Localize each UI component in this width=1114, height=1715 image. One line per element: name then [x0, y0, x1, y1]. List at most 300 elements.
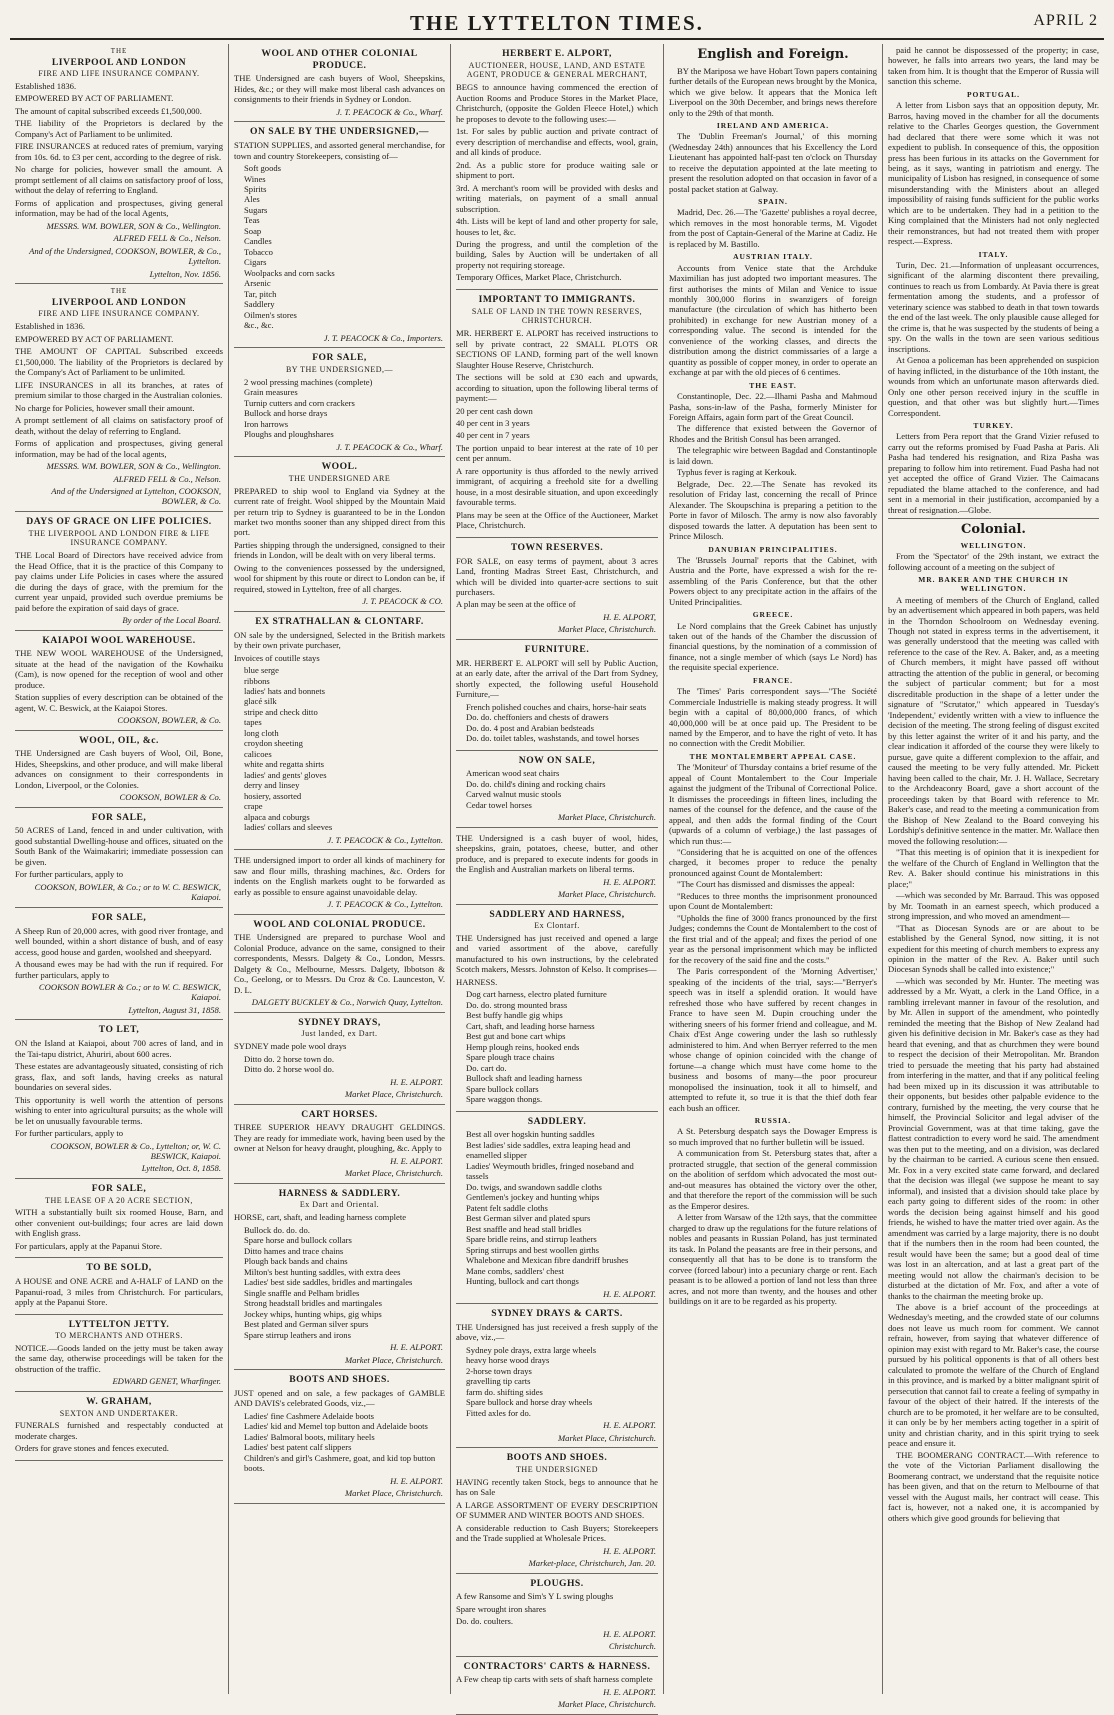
ad-list-item: Spare bullock and horse dray wheels — [466, 1397, 593, 1408]
ad-subheading: THE UNDERSIGNED — [516, 1464, 598, 1474]
ad-paragraph: No charge for Policies, however small their amount. — [15, 402, 195, 413]
advertisement — [456, 538, 658, 640]
article-paragraph: At Genoa a policeman has been apprehended on suspicion of having inflicted, in the disturbance of the 10th instant, the wounds from which an unfortunate mason afterwards died. Only one other person received injury in the scuffle in question, and that other was but slightly hurt.—Times Correspondent. — [888, 355, 1099, 418]
ad-heading: WOOL AND OTHER COLONIAL PRODUCE. — [261, 48, 418, 71]
ad-paragraph: For further particulars, apply to — [15, 869, 124, 880]
ad-list-item: Cedar towel horses — [466, 799, 532, 810]
ad-item-list — [466, 1129, 658, 1286]
article-continuation: paid he cannot be dispossessed of the property; in case, however, he falls into arrears two years, the land may be taken from him. It is thought that the Emperor of Russia will sanction this scheme. — [888, 45, 1099, 87]
ad-paragraph: THE NEW WOOL WAREHOUSE of the Undersigned, situate at the head of the navigation of the Kowhaiku (Cam), is now opened for the reception of wool and other produce. — [15, 648, 223, 690]
ad-list-item: Ploughs and ploughshares — [244, 429, 334, 440]
ad-paragraph: A plan may be seen at the office of — [456, 599, 576, 610]
article-paragraph: The 'Moniteur' of Thursday contains a brief resume of the appeal of Count Montalembert to the Cour Imperiale against the judgment of the Tribunal of Correctional Police. It dismisses the proceedings in fifteen lines, including the names of the counsel for the defence, and the cause of the appeal, and then adds the formal finding of the Court (upwards of a column of verbiage,) the last passages of which run thus:— — [669, 762, 877, 846]
ad-heading: PLOUGHS. — [530, 1577, 584, 1589]
article-heading: SPAIN. — [758, 197, 788, 207]
article-heading: THE EAST. — [749, 380, 797, 390]
ad-signature: H. E. ALPORT. — [603, 1686, 656, 1697]
ad-list-item: Best snaffle and head stall bridles — [466, 1223, 582, 1234]
ad-list-item: Ladies' Weymouth bridles, fringed noseband and tassels — [466, 1160, 634, 1182]
ad-signature: Market Place, Christchurch. — [557, 1699, 656, 1710]
section-divider — [888, 518, 1099, 519]
advertisement — [456, 1448, 658, 1573]
ad-list-item: Saddlery — [244, 299, 275, 310]
ad-list-item: Spare bridle reins, and stirrup leathers — [466, 1234, 597, 1245]
ad-list-item: Hemp plough reins, hooked ends — [466, 1041, 580, 1052]
column-4 — [664, 44, 883, 1694]
ad-subheading: THE UNDERSIGNED ARE — [288, 473, 391, 483]
article-paragraph: "Upholds the fine of 3000 francs pronounced by the first Judges; condemns the Count de Montalembert to the cost of the first trial and of the appeal; and fixes the period of one year as the personal imprisonment which may be inflicted for the recovery of the said fine and the costs." — [669, 912, 877, 965]
ad-heading: BOOTS AND SHOES. — [289, 1374, 390, 1386]
ad-list-item: Ladies' best patent calf slippers — [244, 1442, 352, 1453]
ad-paragraph: A HOUSE and ONE ACRE and A-HALF of LAND on the Papanui-road, 3 miles from Christchurch. For particulars, apply at the Papanui Store. — [15, 1276, 223, 1308]
advertisement — [456, 44, 658, 290]
article-paragraph: The telegraphic wire between Bagdad and Constantinople is laid down. — [669, 445, 877, 466]
ad-signature: MESSRS. WM. BOWLER, SON & Co., Wellington. — [46, 461, 221, 472]
ad-list-item: Gentlemen's jockey and hunting whips — [466, 1192, 600, 1203]
ad-list-item: Spare waggon thongs. — [466, 1094, 543, 1105]
ad-list-item: alpaca and coburgs — [244, 811, 310, 822]
advertisement — [456, 1657, 658, 1715]
ad-list-item: ribbons — [244, 675, 270, 686]
ad-heading: NOW ON SALE, — [518, 754, 596, 766]
article-paragraph: Madrid, Dec. 26.—The 'Gazette' publishes a royal decree, which removes in the most honorable terms, M. Vigodet from the post of Captain-General of the Marine at Cadiz. He is replaced by M. Bastillo. — [669, 207, 877, 249]
article-paragraph: "Reduces to three months the imprisonment pronounced upon Count de Montalembert: — [669, 890, 877, 912]
ad-paragraph: Spare wrought iron shares — [456, 1603, 546, 1614]
ad-list-item: Best plated and German silver spurs — [244, 1319, 369, 1330]
ad-list-item: Do. do. strong mounted brass — [466, 999, 568, 1010]
ad-signature: COOKSON, BOWLER & Co. — [119, 792, 221, 803]
ad-list-item: ladies' hats and bonnets — [244, 686, 326, 696]
ad-list-item: Mane combs, saddlers' chest — [466, 1265, 564, 1276]
ad-heading: FOR SALE, — [91, 811, 147, 823]
ad-list-item: 2-horse town drays — [466, 1365, 532, 1376]
ad-list-item: Oilmen's stores — [244, 309, 297, 320]
ad-paragraph: HAVING recently taken Stock, begs to announce that he has on Sale — [456, 1476, 658, 1498]
article-heading: IRELAND AND AMERICA. — [716, 121, 830, 131]
article-paragraph: Constantinople, Dec. 22.—Ilhami Pasha and Mahmoud Pasha, sons-in-law of the Pasha, formerly Minister for Foreign Affairs, again form part of the Great Council. — [669, 391, 877, 422]
ad-paragraph: Established 1836. — [15, 80, 77, 91]
ad-paragraph: 40 per cent in 7 years — [456, 430, 530, 441]
ad-paragraph: 40 per cent in 3 years — [456, 418, 530, 428]
ad-list-item: Ladies' fine Cashmere Adelaide boots — [244, 1410, 374, 1421]
article-paragraph: The difference that existed between the Governor of Rhodes and the British Consul has been arranged. — [669, 423, 877, 444]
ad-list-item: American wood seat chairs — [466, 768, 560, 779]
article-paragraph: —which was seconded by Mr. Barraud. This was opposed by Mr. Toomath in an earnest speech, which produced a strong impression, and who moved an amendment— — [888, 890, 1099, 922]
ad-signature: COOKSON, BOWLER, & Co.; or to W. C. BESWICK, Kaiapoi. — [34, 881, 221, 903]
ad-item-list — [466, 768, 658, 810]
article-paragraph: Accounts from Venice state that the Archduke Maximilian has just adopted two important measures. The first authorises the mints of Milan and Venice to issue monthly 300,000 florins in swanzigers of foreign manufacture (the circulation of which has hitherto been prohibited) in exchange for new Austrian money of a corresponding value. The second is intended for the convenience of the working classes, and directs the distribution among the district commissaries of a large a quantity as possible of copper money, in order to operate an exchange at par with the old pieces of 6 centimes. — [669, 262, 877, 378]
ad-subheading: THE LIVERPOOL AND LONDON FIRE & LIFE INSURANCE COMPANY. — [28, 528, 210, 548]
ad-list-item: Best ladies' side saddles, extra leaping head and enamelled slipper — [466, 1139, 631, 1161]
ad-signature: ALFRED FELL & Co., Nelson. — [113, 473, 221, 484]
ad-paragraph: FIRE INSURANCES at reduced rates of premium, varying from 10s. 6d. to £3 per cent, according to the degree of risk. — [15, 141, 223, 162]
article-heading: WELLINGTON. — [960, 541, 1027, 551]
article-paragraph: The 'Dublin Freeman's Journal,' of this morning (Wednesday 24th) announces that his Excellency the Lord Lieutenant has appointed half-past ten o'clock on Thursday to receive the deputation appointed at the late meeting to present the resolution adopted on that occasion in favor of a postal packet station at Galway. — [669, 131, 877, 194]
ad-list-item: Ditto hames and trace chains — [244, 1245, 344, 1256]
page-date: APRIL 2 — [1033, 12, 1098, 29]
ad-paragraph: 4th. Lists will be kept of land and other property for sale, houses to let, &c. — [456, 216, 658, 237]
ad-heading: TO LET, — [98, 1024, 140, 1036]
ad-list-item: &c., &c. — [244, 320, 274, 331]
ad-paragraph: THE Undersigned is a cash buyer of wool, hides, sheepskins, grain, potatoes, cheese, butter, and other produce, and is prepared to execute indents for goods in the English and Australian markets on liberal terms. — [456, 832, 658, 875]
ad-list-item: Best gut and bone cart whips — [466, 1031, 566, 1042]
ad-paragraph: 2nd. As a public store for produce waiting sale or shipment to port. — [456, 159, 658, 181]
ad-list-item: Patent felt saddle cloths — [466, 1202, 548, 1213]
ad-list-item: white and regatta shirts — [244, 759, 324, 770]
article-paragraph: "That this meeting is of opinion that it is inexpedient for the welfare of the Church of England in Wellington that the Rev. A. Baker should continue his ministrations in this place;" — [888, 847, 1099, 889]
article-heading: THE MONTALEMBERT APPEAL CASE. — [689, 751, 857, 761]
ad-list-item: Wines — [244, 173, 266, 184]
ad-subheading: Just landed, ex Dart. — [301, 1029, 378, 1039]
ad-signature: ALFRED FELL & Co., Nelson. — [113, 233, 221, 244]
ad-paragraph: JUST opened and on sale, a few packages of GAMBLE AND DAVIS's celebrated Goods, viz.,— — [234, 1387, 445, 1409]
ad-paragraph: THE Local Board of Directors have received advice from the Head Office, that it is the practice of this Company to pay claims under Life Policies in cases where the assured die during the days of grace, with the premium for the current year unpaid, provided such overdue premiums be paid before the expiration of said days of grace. — [15, 550, 223, 613]
ad-list-item: long cloth — [244, 727, 279, 738]
advertisement — [234, 915, 445, 1013]
ad-paragraph: THE Undersigned are prepared to purchase Wool and Colonial Produce, advance on the same, consigned to their correspondents, Messrs. Dalgety & Co., London, Messrs. Dalgety & Co., Melbourne, Messrs. Dalgety, Ibbotson & Co., Geelong, or to Messrs. Du Croz & Co. Launceston, V. D. L. — [234, 932, 445, 995]
ad-signature: H. E. ALPORT. — [603, 1628, 656, 1639]
ad-list-item: Ditto do. 2 horse wool do. — [244, 1064, 334, 1075]
ad-paragraph: THREE SUPERIOR HEAVY DRAUGHT GELDINGS. They are ready for immediate work, having been used by the owner at Nelson for heavy draught, ploughing, &c. Apply to — [234, 1122, 445, 1154]
ad-paragraph: These estates are advantageously situated, consisting of rich grass, flax, and soft lands, having creeks as natural boundaries on several sides. — [15, 1061, 223, 1093]
article-heading: FRANCE. — [752, 675, 794, 685]
ad-paragraph: A thousand ewes may be had with the run if required. For further particulars, apply to — [15, 959, 223, 980]
ad-list-item: calicoes — [244, 748, 272, 759]
ad-paragraph: THE Undersigned has just received a fresh supply of the above, viz.,— — [456, 1321, 658, 1343]
ad-list-item: farm do. shifting sides — [466, 1386, 543, 1397]
ad-list-item: tapes — [244, 717, 262, 728]
ad-signature: H. E. ALPORT. — [390, 1475, 443, 1486]
ad-subheading: Ex Dart and Oriental. — [299, 1200, 380, 1210]
ad-subheading: BY THE UNDERSIGNED,— — [285, 364, 394, 374]
ad-list-item: Do. cart do. — [466, 1062, 507, 1073]
ad-heading: SYDNEY DRAYS & CARTS. — [491, 1308, 623, 1320]
ad-list-item: Spirits — [244, 183, 267, 194]
article-paragraph: Typhus fever is raging at Kerkouk. — [677, 467, 797, 478]
ad-signature: J. T. PEACOCK & CO. — [362, 596, 443, 607]
ad-list-item: Teas — [244, 215, 260, 226]
ad-top-line: THE — [110, 287, 128, 296]
advertisement — [15, 908, 223, 1021]
ad-list-item: Spare horse and bullock collars — [244, 1235, 352, 1246]
ad-list-item: Woolpacks and corn sacks — [244, 267, 335, 278]
article-paragraph: —which was seconded by Mr. Hunter. The meeting was addressed by a Mr. Wyatt, a clerk in the Land Office, in a rambling irrelevant manner in favour of the resolution, and by Mr. Allen in support of the amendment, who pointedly reminded the meeting that the Bishop of New Zealand had given his definitive decision in Mr. Baker's case as they had heard that evening, and that as churchmen they were bound to respect the decision of their Metropolitan. Mr. Brandon tried to persuade the meeting that his party had abstained from interfering in the matter, and that if any political feeling had been mixed up in its discussion it was attributable to their opponents, but besides other palpable evidence to the contrary, furnished by the meeting, the very course that he himself, the Provincial Solicitor and legal adviser of the Provincial Government, was at that time taking, gave the flattest contradiction to every word he said. The amendment was then put to the meeting, and on a division, was declared by the chairman to be carried. A curious scene then ensued. Mr. Fox in a very excited state came forward, and declared that the decision was illegal (we suppose he meant to say informal), and insisted that a division should take place by each party going to different sides of the room: in other words the decision being against himself and his good friends, he wished to have the matter tried over again. As the amendment was carried by a large majority, there is no doubt that if the numbers then in the room had been counted, the result would have been the same; but a good deal of time was lost in an altercation, and at last a great part of the meeting would not allow the chairman's decision to be disturbed at the dictation of Mr. Fox, and after a vote of thanks to the chairman the meeting broke up. — [888, 975, 1099, 1301]
advertisement — [15, 284, 223, 512]
ad-list-item: crape — [244, 801, 263, 812]
ad-list-item: Whalebone and Mexican fibre dandriff brushes — [466, 1255, 629, 1266]
ad-paragraph: THE liability of the Proprietors is declared by the Company's Act of Parliament to be unlimited. — [15, 118, 223, 139]
ad-heading: LIVERPOOL AND LONDON — [51, 296, 187, 308]
article-paragraph: Turin, Dec. 21.—Information of unpleasant occurrences, significant of the alarming discontent there prevailing, continues to reach us from Lombardy. At Pavia there is great fermentation among the students, and a professor of veterinary science was stabbed to death in that town towards the end of the last week. The only plausible cause alleged for the crime is, that he was suspected by the students of being a spy. On the walls in the town are seen various seditious inscriptions. — [888, 260, 1099, 354]
ad-subheading: TO MERCHANTS AND OTHERS. — [55, 1331, 183, 1341]
ad-list-item: Spare stirrup leathers and irons — [244, 1329, 351, 1340]
ad-paragraph: FUNERALS furnished and respectably conducted at moderate charges. — [15, 1420, 223, 1441]
ad-list-item: Ladies' best side saddles, bridles and martingales — [244, 1277, 413, 1288]
ad-item-list — [244, 1054, 445, 1075]
ad-list-item: gravelling tip carts — [466, 1376, 531, 1387]
ad-heading: SADDLERY. — [527, 1115, 587, 1127]
ad-list-item: glacé silk — [244, 696, 277, 707]
article-paragraph: A communication from St. Petersburg states that, after a protracted struggle, that section of the general commission on the abolition of serfdom which advocated the most out-and-out measures has obtained the victory over the other, and that therefore the report of the commission will be such as the Emperor desires. — [669, 1148, 877, 1211]
ad-list-item: Bullock shaft and leading harness — [466, 1073, 582, 1084]
column-3 — [451, 44, 664, 1710]
advertisement — [234, 44, 445, 122]
advertisement — [15, 1392, 223, 1461]
ad-signature: J. T. PEACOCK & Co., Lyttelton. — [327, 899, 443, 910]
ad-list-item: Ales — [244, 194, 260, 205]
ad-signature: J. T. PEACOCK & Co., Lyttelton. — [327, 834, 443, 845]
ad-list-item: Do. do. 4 post and Arabian bedsteads — [466, 722, 594, 733]
advertisement — [234, 850, 445, 914]
ad-paragraph: 20 per cent cash down — [456, 405, 533, 416]
ad-subheading: FIRE AND LIFE INSURANCE COMPANY. — [38, 69, 200, 79]
ad-signature: Christchurch. — [608, 1641, 656, 1652]
ad-heading: BOOTS AND SHOES. — [506, 1452, 608, 1464]
ad-list-item: Best buffy handle gig whips — [466, 1010, 563, 1021]
advertisement — [15, 512, 223, 631]
ad-list-item: French polished couches and chairs, horse-hair seats — [466, 701, 647, 712]
ad-paragraph: WITH a substantially built six roomed House, Barn, and other convenient out-buildings; four acres are laid down with English grass. — [15, 1207, 223, 1239]
ad-list-item: Sydney pole drays, extra large wheels — [466, 1344, 597, 1355]
advertisement — [456, 1304, 658, 1448]
ad-list-item: Spring stirrups and best woollen girths — [466, 1244, 599, 1255]
ad-heading: CONTRACTORS' CARTS & HARNESS. — [463, 1660, 651, 1672]
ad-signature: And of the Undersigned, COOKSON, BOWLER, & Co., Lyttelton. — [29, 245, 221, 267]
article-paragraph: A letter from Lisbon says that an opposition deputy, Mr. Barros, having moved in the chamber for all the documents relative to the Charles Georges question, the Government had declared that there were some which it was not expedient to publish. In consequence of this, the opposition press has been furious in its attacks on the Government for being, as it says, wanting in patriotism and energy. The municipality of Lisbon has resigned, in consequence of some misunderstanding with the Ministers about an alleged impossibility of raising funds sufficient for the public works which are to be undertaken. They had in a petition to the King complained that the Ministers had not only neglected their remonstrances, but had not treated them with proper respect.—Express. — [888, 100, 1099, 247]
ad-signature: MESSRS. WM. BOWLER, SON & Co., Wellington. — [46, 220, 221, 231]
ad-list-item: Ditto do. 2 horse town do. — [244, 1053, 334, 1064]
ad-paragraph: ON the Island at Kaiapoi, about 700 acres of land, and in the Tai-tapu district, Ahuriri, about 600 acres. — [15, 1038, 223, 1059]
ad-heading: ON SALE BY THE UNDERSIGNED,— — [250, 126, 429, 138]
advertisement — [234, 122, 445, 348]
ad-paragraph: HORSE, cart, shaft, and leading harness complete — [234, 1212, 407, 1223]
ad-paragraph: Do. do. coulters. — [456, 1616, 514, 1627]
ad-paragraph: During the progress, and until the completion of the building, Sales by Auction will be undertaken of all property not requiring storeage. — [456, 238, 658, 270]
ad-paragraph: A considerable reduction to Cash Buyers; Storekeepers and the Trade supplied at Wholesale Prices. — [456, 1522, 658, 1544]
advertisement — [456, 905, 658, 1112]
ad-signature: Market Place, Christchurch. — [344, 1354, 443, 1365]
section-title: Colonial. — [961, 522, 1026, 538]
ad-list-item: Sugars — [244, 204, 268, 215]
article-heading: RUSSIA. — [754, 1116, 792, 1126]
ad-signature: Market-place, Christchurch, Jan. 20. — [528, 1558, 656, 1569]
ad-list-item: croydon sheeting — [244, 738, 303, 749]
ad-paragraph: A Sheep Run of 20,000 acres, with good river frontage, and well bounded, within a short distance of bush, and of easy access, good house and garden, woolshed and sheepyard. — [15, 925, 223, 957]
ad-signature: Market Place, Christchurch. — [344, 1168, 443, 1179]
ad-paragraph: Owing to the conveniences possessed by the undersigned, wool for shipment by this route or direct to London can be, if required, stowed in Lyttelton, free of all charges. — [234, 562, 445, 594]
advertisement — [234, 348, 445, 457]
advertisement — [15, 631, 223, 731]
advertisement — [456, 828, 658, 905]
ad-paragraph: A few Ransome and Sim's Y L swing ploughs — [456, 1591, 614, 1602]
ad-signature: Lyttelton, Oct. 8, 1858. — [141, 1163, 221, 1174]
article-paragraph: A meeting of members of the Church of England, called by an advertisement which appeared in both papers, was held in the Thorndon Schoolroom on Wednesday evening. Though not stated in express terms in the advertisement, it was generally understood that the meeting was called with reference to the case of the Rev. A. Baker, and, as a meeting of Church members, it might have passed off without attracting the attention of the public in general, or becoming the subject of particular comment; but for a most discreditable production in the shape of a letter under the signature of "Scrutator," which appeared in Tuesday's 'Independent,' evidently written with a view to influence the decision of the meeting. The strong feeling of disgust excited by this letter against the writer of it and his party, and the clear indication it afforded of the course they were likely to pursue, gave quite a different complexion to the affair, and caused the meeting to be very fully attended. Mr. Pickett having been called to the chair, Mr. J. H. Wallace, Secretary to the Archdeaconry Board, gave a short account of the proceedings taken by that Board with reference to Mr. Baker's case, and read to the meeting a communication from the Bishop of New Zealand to the Board conveying his Lordship's definitive sentence in the matter. Mr. Wallace then moved the following resolution:— — [888, 594, 1099, 846]
article-heading: PORTUGAL. — [966, 89, 1021, 99]
ad-list-item: Fitted axles for do. — [466, 1407, 531, 1418]
ad-paragraph: Plans may be seen at the Office of the Auctioneer, Market Place, Christchurch. — [456, 509, 658, 531]
ad-heading: FURNITURE. — [524, 643, 590, 655]
ad-list-item: Plough back bands and chains — [244, 1256, 348, 1267]
ad-paragraph: MR. HERBERT E. ALPORT will sell by Public Auction, at an early date, after the arrival of the Dart from Sydney, shortly expected, the following useful Household Furniture,— — [456, 657, 658, 700]
ad-list-item: Arsenic — [244, 278, 271, 289]
column-5 — [883, 44, 1104, 1694]
ad-signature: EDWARD GENET, Wharfinger. — [112, 1376, 221, 1387]
ad-heading: FOR SALE, — [312, 352, 367, 364]
ad-list-item: 2 wool pressing machines (complete) — [244, 376, 373, 387]
ad-paragraph: THE undersigned import to order all kinds of machinery for saw and flour mills, thrashing machines, &c. Orders for indents on the English markets ought to be forwarded as early as possible to ensure against unavoidable delay. — [234, 855, 445, 897]
advertisement — [456, 1112, 658, 1304]
ad-signature: By order of the Local Board. — [122, 615, 221, 626]
ad-list-item: Do. do. toilet tables, washstands, and towel horses — [466, 733, 640, 744]
ad-list-item: Grain measures — [244, 387, 298, 398]
advertisement — [456, 751, 658, 828]
advertisement — [15, 731, 223, 808]
ad-heading: LYTTELTON JETTY. — [68, 1318, 170, 1330]
ad-paragraph: LIFE INSURANCES in all its branches, at rates of premium similar to those charged in the Australian colonies. — [15, 379, 223, 401]
ad-list-item: Dog cart harness, electro plated furniture — [466, 989, 607, 1000]
ad-paragraph: The amount of capital subscribed exceeds £1,500,000. — [15, 105, 202, 116]
ad-subheading: AUCTIONEER, HOUSE, LAND, AND ESTATE AGENT, PRODUCE & GENERAL MERCHANT, — [466, 60, 648, 80]
ad-list-item: stripe and check ditto — [244, 706, 318, 717]
ad-list-item: Do. twigs, and swandown saddle cloths — [466, 1181, 602, 1192]
advertisement — [15, 1315, 223, 1392]
ad-paragraph: This opportunity is well worth the attention of persons wishing to enter into agricultural pursuits; as the whole will be let on unusually favourable terms. — [15, 1094, 223, 1126]
ad-paragraph: Temporary Offices, Market Place, Christchurch. — [456, 272, 622, 283]
advertisement — [15, 44, 223, 284]
ad-list-item: Do. do. cheffoniers and chests of drawers — [466, 712, 609, 723]
advertisement — [15, 808, 223, 908]
advertisement — [234, 457, 445, 612]
ad-paragraph: Parties shipping through the undersigned, consigned to their friends in London, will be dealt with on very liberal terms. — [234, 539, 445, 561]
article-heading: ITALY. — [978, 249, 1009, 259]
ad-paragraph: Station supplies of every description can be obtained of the agent, W. C. Beswick, at the Kaiapoi Stores. — [15, 692, 223, 713]
ad-signature: H. E. ALPORT. — [390, 1342, 443, 1353]
article-paragraph: "The Court has dismissed and dismisses the appeal: — [677, 879, 855, 890]
columns — [10, 44, 1104, 1710]
ad-list-item: Spare plough trace chains — [466, 1052, 555, 1063]
article-heading: AUSTRIAN ITALY. — [733, 252, 813, 262]
ad-paragraph: A Few cheap tip carts with sets of shaft harness complete — [456, 1674, 653, 1685]
ad-list-item: Best German silver and plated spurs — [466, 1213, 591, 1224]
article-paragraph: The Paris correspondent of the 'Morning Advertiser,' speaking of the incidents of the trial, says:—"Berryer's speech was in itself a splendid oration. It would have refreshed those who have suffered by recent changes in France to have seen M. Dupin crouching under the withering sneers of his former friend and colleague, and M. Chaix d'Est Ange cowering under the lash so ruthlessly administered to him. And when Berryer referred to the men whose change of opinion coincided with the change of fortune—a change which must have come home to the business and bosoms of many—the poor procureur monopolised the insinuation, took it all to himself, and attempted to refute it, so true it is that the thief doth fear each bush an officer. — [669, 966, 877, 1113]
ad-paragraph: HARNESS. — [456, 976, 498, 987]
ad-paragraph: STATION SUPPLIES, and assorted general merchandise, for town and country Storekeepers, consisting of— — [234, 140, 445, 161]
ad-item-list — [466, 1345, 658, 1418]
ad-signature: Lyttelton, August 31, 1858. — [128, 1004, 221, 1015]
ad-signature: J. T. PEACOCK & Co., Importers. — [323, 332, 443, 343]
ad-list-item: Tobacco — [244, 246, 273, 257]
ad-list-item: Cart, shaft, and leading horse harness — [466, 1020, 595, 1031]
ad-list-item: Strong headstall bridles and martingales — [244, 1298, 382, 1309]
ad-signature: Market Place, Christchurch. — [557, 624, 656, 635]
ad-item-list — [244, 1411, 445, 1474]
ad-paragraph: FOR SALE, on easy terms of payment, about 3 acres Land, fronting Madras Street East, Christchurch, and which will be divided into quarter-acre sections to suit purchasers. — [456, 555, 658, 597]
ad-list-item: Ladies' Balmoral boots, military heels — [244, 1431, 375, 1442]
ad-signature: H. E. ALPORT. — [603, 876, 656, 887]
advertisement — [234, 1105, 445, 1184]
ad-paragraph: A prompt settlement of all claims on satisfactory proof of death, without the delay of referring to England. — [15, 415, 223, 436]
ad-heading: LIVERPOOL AND LONDON — [51, 56, 187, 68]
ad-subheading: THE LEASE OF A 20 ACRE SECTION, — [45, 1195, 193, 1205]
ad-signature: COOKSON, BOWLER, & Co. — [117, 715, 221, 726]
ad-paragraph: 3rd. A merchant's room will be provided with desks and writing materials, on payment of a small annual subscription. — [456, 182, 658, 214]
article-paragraph: "That as Diocesan Synods are or are about to be established by the General Synod, now sitting, it is not expedient for this meeting of church members to express any opinion in the matter of the Rev. A. Baker until such Diocesan Synods shall be called into existence;" — [888, 922, 1099, 975]
ad-signature: H. E. ALPORT. — [390, 1155, 443, 1166]
ad-list-item: Spare bullock collars — [466, 1083, 539, 1094]
advertisement — [234, 612, 445, 850]
ad-list-item: Best all over hogskin hunting saddles — [466, 1129, 595, 1140]
ad-list-item: Bullock and horse drays — [244, 408, 328, 419]
ad-list-item: Do. do. child's dining and rocking chairs — [466, 778, 606, 789]
ad-list-item: Jockey whips, hunting whips, gig whips — [244, 1308, 382, 1319]
ad-signature: Lyttelton, Nov. 1856. — [149, 268, 221, 279]
ad-heading: KAIAPOI WOOL WAREHOUSE. — [42, 634, 196, 646]
ad-paragraph: The portion unpaid to bear interest at the rate of 10 per cent per annum. — [456, 442, 658, 464]
ad-list-item: Hunting, bullock and cart thongs — [466, 1276, 579, 1287]
article-paragraph: The 'Times' Paris correspondent says—"The Société Commerciale Industrielle is making steady progress. It will begin with a capital of 80,000,000 francs, of which 40,000,000 will be at once paid up. The President to be named by the Emperor, and to have the right of veto. It has no connection with the Credit Mobilier. — [669, 686, 877, 749]
ad-list-item: ladies' collars and sleeves — [244, 822, 333, 833]
ad-signature: Market Place, Christchurch. — [344, 1089, 443, 1100]
article-paragraph: "Considering that he is acquitted on one of the offences charged, it becomes proper to reduce the penalty pronounced against Count de Montalembert: — [669, 846, 877, 878]
ad-subheading: FIRE AND LIFE INSURANCE COMPANY. — [38, 309, 200, 319]
ad-list-item: Milton's best hunting saddles, with extra dees — [244, 1266, 401, 1277]
advertisement — [15, 1258, 223, 1314]
ad-list-item: hosiery, assorted — [244, 790, 302, 801]
ad-list-item: derry and linsey — [244, 780, 300, 791]
advertisement — [15, 1179, 223, 1258]
article-paragraph: The 'Brussels Journal' reports that the Cabinet, with Austria and the Porte, have expressed a wish for the re-assembling of the Paris Conference, but that the other Powers object to any precipitate action in the affairs of the United Principalities. — [669, 554, 877, 607]
ad-list-item: blue serge — [244, 665, 279, 676]
ad-paragraph: A LARGE ASSORTMENT OF EVERY DESCRIPTION OF SUMMER AND WINTER BOOTS AND SHOES. — [456, 1499, 658, 1521]
ad-paragraph: THE Undersigned are Cash buyers of Wool, Oil, Bone, Hides, Sheepskins, and other produce, and will make liberal advances on consignment to their correspondents in London, Liverpool, or the Colonies. — [15, 748, 223, 790]
ad-item-list — [244, 1225, 445, 1340]
ad-heading: SYDNEY DRAYS, — [298, 1016, 381, 1028]
ad-signature: H. E. ALPORT. — [390, 1076, 443, 1087]
ad-heading: IMPORTANT TO IMMIGRANTS. — [478, 293, 636, 305]
ad-list-item: ladies' and gents' gloves — [244, 769, 327, 780]
ad-heading: WOOL. — [321, 461, 358, 473]
ad-paragraph: For particulars, apply at the Papanui Store. — [15, 1240, 163, 1251]
article-paragraph: A letter from Warsaw of the 12th says, that the committee charged to draw up the regulations for the future relations of nobles and peasants in Russian Poland, has just terminated its task. In Poland the peasants are free in their persons, and consequently all that has to be done is to transform the corvee (forced labour) into a pecuniary charge or rent. Each peasant is to be allowed a portion of land not less than three acres, and not more than twenty, and the houses and other buildings on it are to be regarded as his property. — [669, 1212, 877, 1306]
advertisement — [456, 640, 658, 751]
ad-list-item: Cigars — [244, 257, 267, 268]
masthead — [10, 8, 1104, 40]
ad-heading: FOR SALE, — [91, 1182, 147, 1194]
ad-list-item: Turnip cutters and corn crackers — [244, 397, 355, 408]
ad-signature: Market Place, Christchurch. — [557, 1432, 656, 1443]
ad-paragraph: Forms of application and prospectuses, giving general information, may be had of the local agents, — [15, 438, 223, 459]
ad-heading: HARNESS & SADDLERY. — [278, 1187, 401, 1199]
ad-heading: CART HORSES. — [301, 1108, 378, 1120]
ad-item-list — [244, 163, 445, 331]
ad-subheading: SALE OF LAND IN THE TOWN RESERVES, CHRISTCHURCH. — [471, 306, 643, 326]
ad-list-item: Carved walnut music stools — [466, 789, 562, 800]
article-intro: From the 'Spectator' of the 29th instant, we extract the following account of a meeting on the subject of — [888, 551, 1099, 572]
ad-heading: DAYS OF GRACE ON LIFE POLICIES. — [26, 515, 212, 527]
ad-paragraph: The sections will be sold at £30 each and upwards, according to situation, upon the following liberal terms of payment:— — [456, 372, 658, 404]
ad-item-list — [244, 377, 445, 440]
ad-heading: TOWN RESERVES. — [510, 541, 604, 553]
article-heading: GREECE. — [752, 610, 794, 620]
ad-list-item: Soft goods — [244, 163, 282, 174]
ad-paragraph: MR. HERBERT E. ALPORT has received instructions to sell by private contract, 22 SMALL PLOTS OR SECTIONS OF LAND, forming part of the well known Slaughter House Reserve, Christchurch. — [456, 328, 658, 370]
ad-signature: J. T. PEACOCK & Co., Wharf. — [336, 441, 443, 452]
article-paragraph: Le Nord complains that the Greek Cabinet has unjustly taken out of the hands of the Chamber the discussion of financial questions, by the nomination of a commission of finance, not a single member of which (says Le Nord) has the requisite special experience. — [669, 620, 877, 673]
newspaper-title: THE LYTTELTON TIMES. — [410, 11, 704, 35]
ad-item-list — [466, 702, 658, 744]
ad-paragraph: Orders for grave stones and fences executed. — [15, 1443, 169, 1454]
ad-paragraph: Invoices of coutille stays — [234, 652, 320, 663]
